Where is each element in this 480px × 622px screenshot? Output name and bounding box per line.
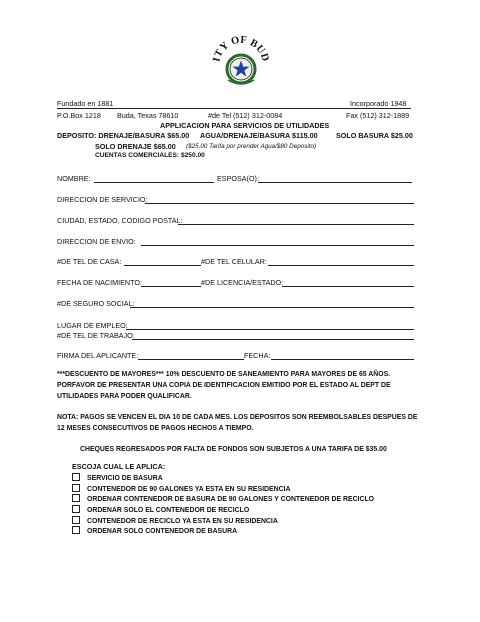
fax-text: Fax (512) 312-1889 <box>346 111 410 120</box>
firma-field[interactable] <box>138 359 244 360</box>
licencia-label: #DE LICENCIA/ESTADO: <box>201 278 284 287</box>
nombre-field[interactable] <box>94 182 214 183</box>
deposit-comercial: CUENTAS COMERCIALES: $250.00 <box>95 152 205 159</box>
option-label: CONTENEDOR DE RECICLO YA ESTA EN SU RESIDENCIA <box>87 518 278 525</box>
deposit-agua-drenaje-basura: AGUA/DRENAJE/BASURA $115.00 <box>200 131 318 140</box>
esposa-label: ESPOSA(O): <box>217 174 259 183</box>
option-label: CONTENEDOR DE 90 GALONES YA ESTA EN SU RESIDENCIA <box>87 486 291 493</box>
direccion-envio-label: DIRECCION DE ENVIO: <box>57 237 136 246</box>
pobox-text: P.O.Box 1218 <box>57 111 101 120</box>
deposit-solo-drenaje: SOLO DRENAJE $65.00 <box>95 142 176 151</box>
seguro-social-field[interactable] <box>130 307 414 308</box>
tel-casa-label: #DE TEL DE CASA: <box>57 257 122 266</box>
option-ordenar-solo-basura[interactable] <box>72 526 237 535</box>
deposit-drenaje-basura: DEPOSITO: DRENAJE/BASURA $65.00 <box>57 131 190 140</box>
city-address-text: Buda, Texas 78610 <box>117 111 179 120</box>
option-ordenar-basura-y-reciclo[interactable] <box>72 494 374 503</box>
option-label: ORDENAR SOLO EL CONTENEDOR DE RECICLO <box>87 507 250 514</box>
checkbox[interactable] <box>72 516 80 524</box>
direccion-envio-field[interactable] <box>141 245 414 246</box>
seguro-social-label: #DE SEGURO SOCIAL: <box>57 299 135 308</box>
option-label: ORDENAR SOLO CONTENEDOR DE BASURA <box>87 528 238 535</box>
fecha-nacimiento-field[interactable] <box>141 286 201 287</box>
tel-casa-field[interactable] <box>124 265 201 266</box>
direccion-servicio-field[interactable] <box>145 203 414 204</box>
options-heading: ESCOJA CUAL LE APLICA: <box>72 462 166 471</box>
tel-trabajo-label: #DE TEL DE TRABAJO: <box>57 331 135 340</box>
fecha-nacimiento-label: FECHA DE NACIMIENTO: <box>57 278 142 287</box>
ciudad-label: CIUDAD, ESTADO, CODIGO POSTAL: <box>57 216 183 225</box>
deposit-water-note: ($25.00 Tarifa por prender Agua/$80 Deposito) <box>186 143 317 150</box>
direccion-servicio-label: DIRECCION DE SERVICIO: <box>57 195 148 204</box>
returned-checks-note: CHEQUES REGRESADOS POR FALTA DE FONDOS SON SUBJETOS A UNA TARIFA DE $35.00 <box>80 446 387 453</box>
checkbox[interactable] <box>72 494 80 502</box>
payment-note-line1: NOTA: PAGOS SE VENCEN EL DIA 10 DE CADA MES. LOS DEPOSITOS SON REEMBOLSABLES DESPUES DE <box>57 414 418 421</box>
licencia-field[interactable] <box>282 286 414 287</box>
svg-text:CITY OF BUDA: ITY OF BUD <box>212 34 270 64</box>
ciudad-field[interactable] <box>178 224 414 225</box>
option-reciclo-residencia[interactable] <box>72 516 278 525</box>
option-ordenar-solo-reciclo[interactable] <box>72 505 249 514</box>
phone-text: #de Tel (512) 312-0084 <box>208 111 283 120</box>
fecha-field[interactable] <box>271 359 414 360</box>
founded-text: Fundado en 1881 <box>57 99 114 108</box>
nombre-label: NOMBRE: <box>57 174 91 183</box>
header-rule <box>57 108 411 109</box>
payment-note-line2: 12 MESES CONSECUTIVOS DE PAGOS HECHOS A TIEMPO. <box>57 425 254 432</box>
checkbox[interactable] <box>72 505 80 513</box>
firma-label: FIRMA DEL APLICANTE: <box>57 351 139 360</box>
checkbox[interactable] <box>72 526 80 534</box>
incorporated-text: Incorporado 1948 <box>350 99 407 108</box>
option-label: ORDENAR CONTENEDOR DE BASURA DE 90 GALONES Y CONTENEDOR DE RECICLO <box>87 496 375 503</box>
checkbox[interactable] <box>72 484 80 492</box>
option-contenedor-90-residencia[interactable] <box>72 484 290 493</box>
deposit-solo-basura: SOLO BASURA $25.00 <box>336 131 413 140</box>
tel-trabajo-field[interactable] <box>132 339 414 340</box>
discount-note-line2: PORFAVOR DE PRESENTAR UNA COPIA DE IDENTIFICACION EMITIDO POR EL ESTADO AL DEPT DE <box>57 382 391 389</box>
lugar-empleo-field[interactable] <box>126 329 414 330</box>
option-servicio-basura[interactable] <box>72 473 163 482</box>
fecha-label: FECHA: <box>244 351 271 360</box>
checkbox[interactable] <box>72 473 80 481</box>
lugar-empleo-label: LUGAR DE EMPLEO: <box>57 321 128 330</box>
option-label: SERVICIO DE BASURA <box>87 475 163 482</box>
tel-celular-field[interactable] <box>268 265 414 266</box>
esposa-field[interactable] <box>258 182 412 183</box>
discount-note-line1: ***DESCUENTO DE MAYORES*** 10% DESCUENTO DE SANEAMIENTO PARA MAYORES DE 65 AÑOS. <box>57 371 391 378</box>
city-seal <box>212 28 270 94</box>
discount-note-line3: UTILIDADES PARA PODER QUALIFICAR. <box>57 393 192 400</box>
page-title: APPLICACION PARA SERVICIOS DE UTILIDADES <box>160 121 330 130</box>
tel-celular-label: #DE TEL CELULAR: <box>201 257 267 266</box>
